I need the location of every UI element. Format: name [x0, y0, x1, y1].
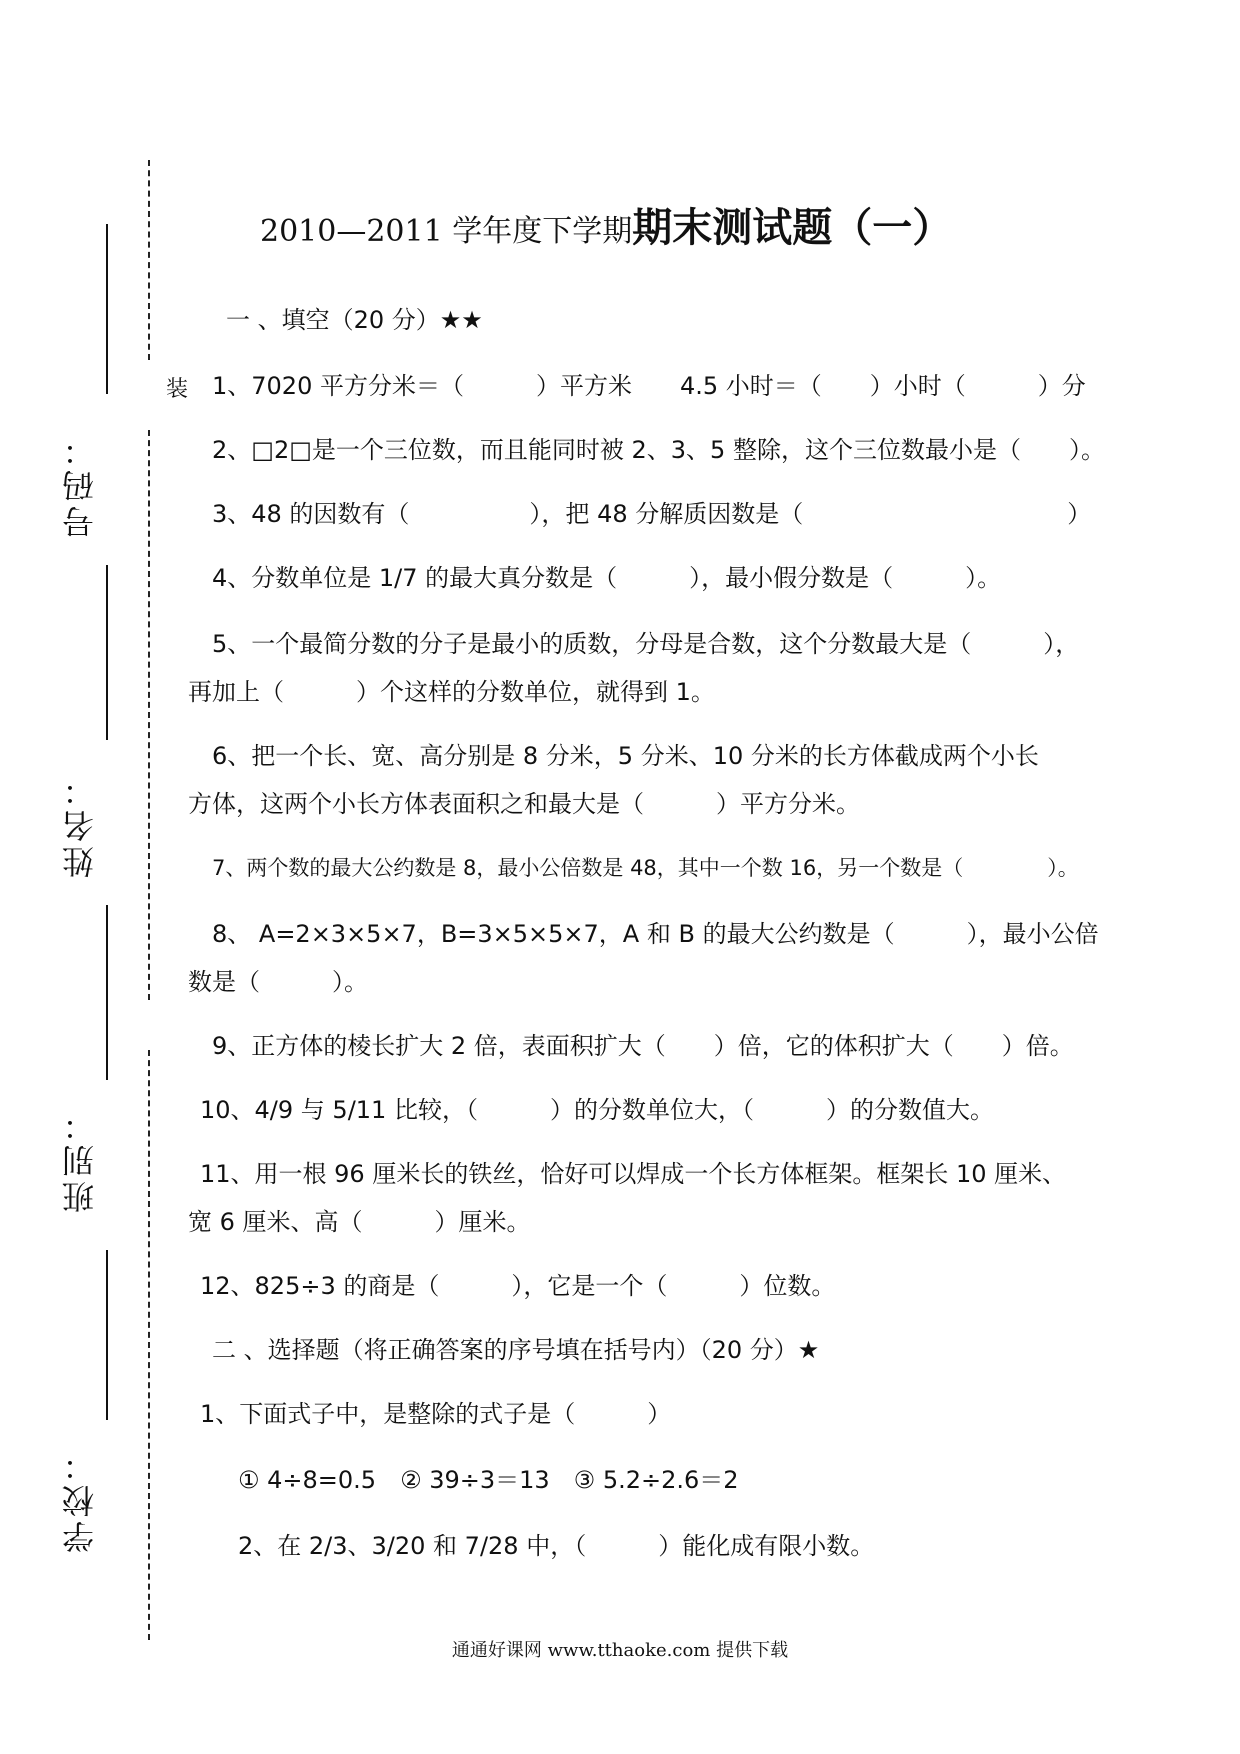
title-main: 期末测试题（一） [632, 205, 953, 251]
page-footer: 通通好课网 www.tthaoke.com 提供下载 [451, 1640, 789, 1661]
class-line [106, 905, 108, 1080]
question-line: 8、 A=2×3×5×7，B=3×5×5×7，A 和 B 的最大公约数是（ ），最小公倍 [212, 920, 1099, 948]
question-line: 5、一个最简分数的分子是最小的质数，分母是合数，这个分数最大是（ ）， [212, 630, 1080, 658]
name-label: 姓名： [61, 770, 99, 878]
question-line: 再加上（ ）个这样的分数单位，就得到 1。 [188, 678, 715, 706]
school-number-line [106, 224, 108, 394]
title-year: 2010—2011 学年度下学期 [260, 214, 633, 249]
binding-mark: 装 [166, 377, 189, 402]
question-line: 1、7020 平方分米＝（ ）平方米 4.5 小时＝（ ）小时（ ）分 [212, 372, 1086, 400]
question-line: 7、两个数的最大公约数是 8，最小公倍数是 48，其中一个数 16，另一个数是（ ）。 [212, 856, 1079, 880]
binding-margin [0, 0, 160, 1754]
question-line: 3、48 的因数有（ ），把 48 分解质因数是（ ） [212, 500, 1092, 528]
number-label: 号码： [61, 430, 99, 538]
question-line: 10、4/9 与 5/11 比较，（ ）的分数单位大，（ ）的分数值大。 [200, 1096, 994, 1124]
question-line: 2、在 2/3、3/20 和 7/28 中，（ ）能化成有限小数。 [238, 1532, 875, 1560]
question-line: 6、把一个长、宽、高分别是 8 分米，5 分米、10 分米的长方体截成两个小长 [212, 742, 1039, 770]
name-line [106, 565, 108, 740]
binding-dashed-line [148, 430, 150, 1000]
section-heading-choice: 二 、选择题（将正确答案的序号填在括号内）（20 分）★ [212, 1336, 820, 1364]
question-line: 9、正方体的棱长扩大 2 倍，表面积扩大（ ）倍，它的体积扩大（ ）倍。 [212, 1032, 1074, 1060]
class-label: 班别： [61, 1105, 99, 1213]
binding-dashed-line [148, 1050, 150, 1640]
school-label: 学校： [61, 1445, 99, 1553]
school-line [106, 1250, 108, 1420]
page-title [260, 196, 952, 253]
question-line: 4、分数单位是 1/7 的最大真分数是（ ），最小假分数是（ ）。 [212, 564, 1002, 592]
question-line: 方体，这两个小长方体表面积之和最大是（ ）平方分米。 [188, 790, 860, 818]
binding-dashed-line [148, 160, 150, 360]
question-line: 2、□2□是一个三位数，而且能同时被 2、3、5 整除，这个三位数最小是（ ）。 [212, 436, 1105, 464]
question-line: 宽 6 厘米、高（ ）厘米。 [188, 1208, 531, 1236]
choice-options: ① 4÷8=0.5 ② 39÷3＝13 ③ 5.2÷2.6＝2 [238, 1466, 739, 1494]
section-heading-fill: 一 、填空（20 分）★★ [226, 306, 483, 334]
question-line: 1、下面式子中，是整除的式子是（ ） [200, 1400, 672, 1428]
question-line: 11、用一根 96 厘米长的铁丝，恰好可以焊成一个长方体框架。框架长 10 厘米、 [200, 1160, 1067, 1188]
question-line: 数是（ ）。 [188, 968, 368, 996]
question-line: 12、825÷3 的商是（ ），它是一个（ ）位数。 [200, 1272, 836, 1300]
